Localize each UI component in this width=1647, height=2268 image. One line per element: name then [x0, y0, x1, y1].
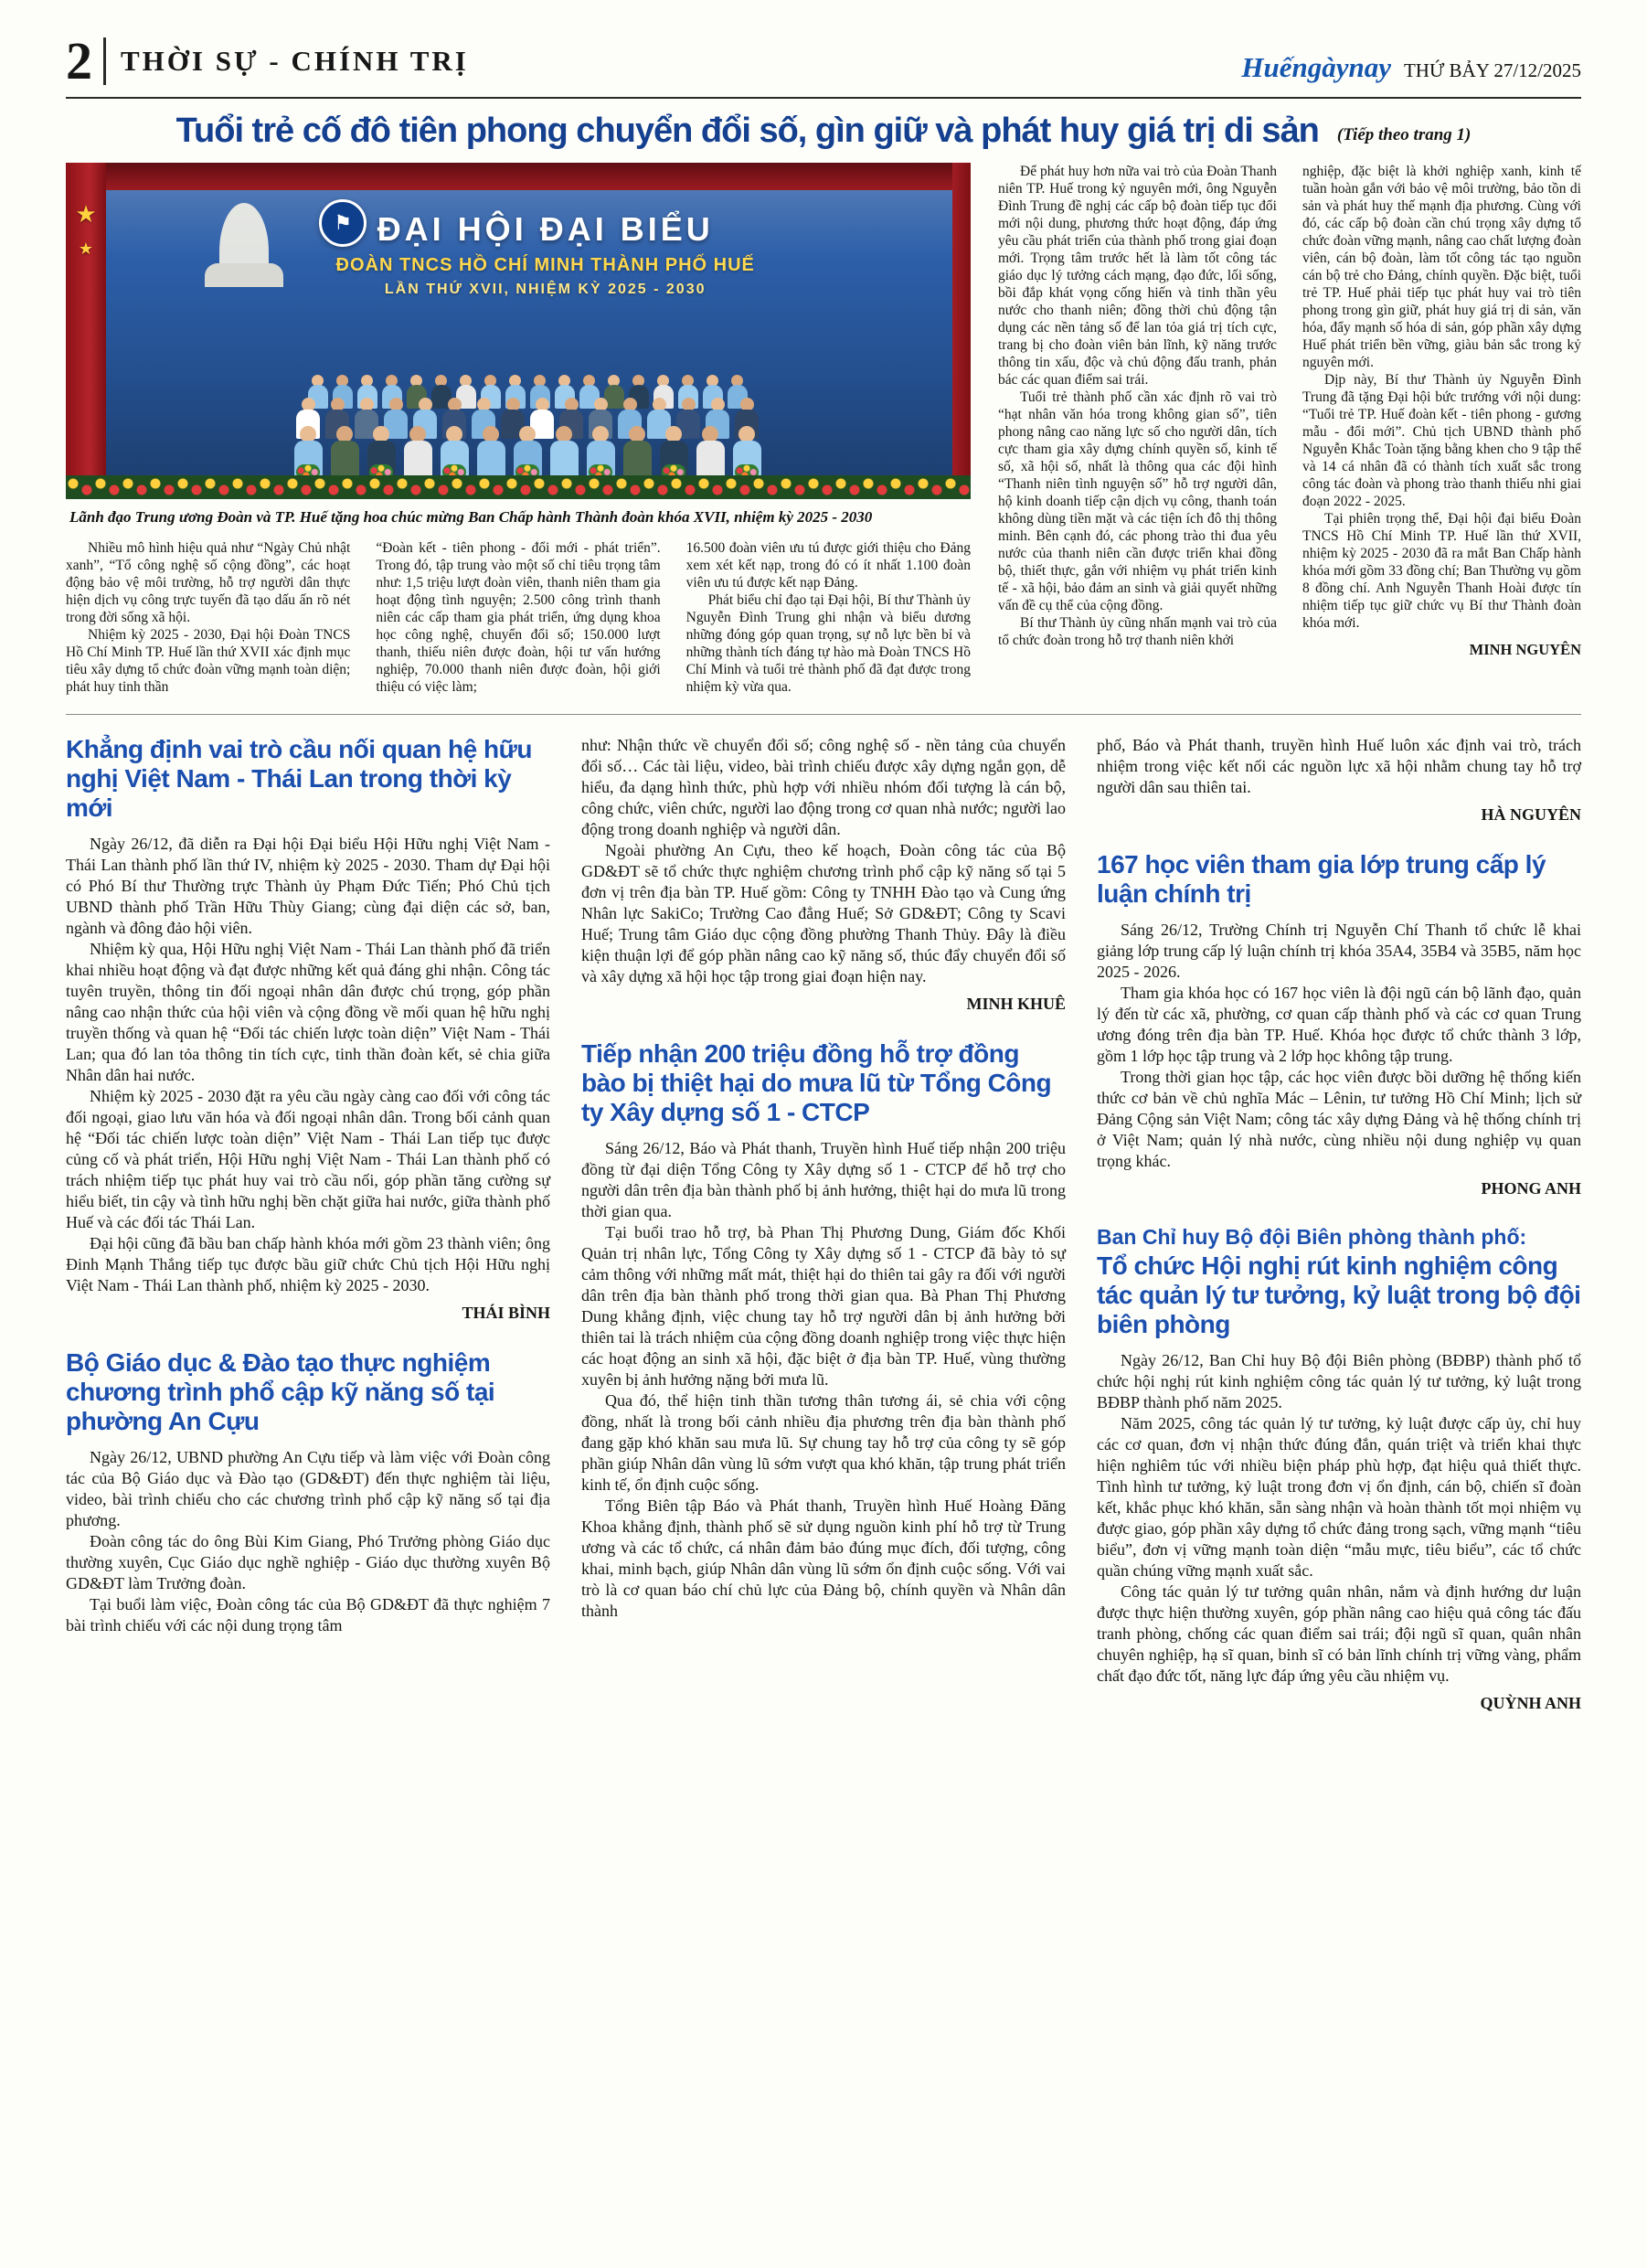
- article-paragraph: Nhiều mô hình hiệu quả như “Ngày Chủ nhật xanh”, “Tổ công nghệ số cộng đồng”, các hoạt động bảo vệ môi trường, hỗ trợ người dân thực hiện dịch vụ công trực tuyến đã tạo dấu ấn rõ nét trong đời sống xã hội.: [66, 540, 351, 626]
- lead-column-4: [998, 163, 1277, 696]
- person-figure: [294, 426, 323, 477]
- article-title: Tiếp nhận 200 triệu đồng hỗ trợ đồng bào bị thiệt hại do mưa lũ từ Tổng Công ty Xây dựng số 1 - CTCP: [581, 1039, 1052, 1127]
- briefs-column-middle: [581, 735, 1066, 1722]
- article-paragraph: Nhiệm kỳ 2025 - 2030, Đại hội Đoàn TNCS Hồ Chí Minh TP. Huế lần thứ XVII xác định mục tiêu xây dựng tổ chức đoàn vững mạnh toàn diện; phát huy tinh thần: [66, 627, 351, 696]
- article-paragraph: Bí thư Thành ủy cũng nhấn mạnh vai trò của tổ chức đoàn trong hỗ trợ thanh niên khởi: [998, 614, 1277, 648]
- article-paragraph: Dịp này, Bí thư Thành ủy Nguyễn Đình Trung đã tặng Đại hội bức trướng với nội dung: “Tuổi trẻ TP. Huế đoàn kết - tiên phong - gương mẫu - đổi mới”. Chủ tịch UBND thành phố Nguyễn Khắc Toàn tặng bằng khen cho 9 tập thể và 14 cá nhân đã có thành tích xuất sắc trong công tác đoàn và phong trào thanh thiếu nhi giai đoạn 2022 - 2025.: [1302, 371, 1581, 509]
- crowd-row: [102, 426, 952, 477]
- person-figure: [587, 426, 615, 477]
- article-title: Bộ Giáo dục & Đào tạo thực nghiệm chương trình phổ cập kỹ năng số tại phường An Cựu: [66, 1348, 495, 1436]
- header-left: [66, 31, 469, 91]
- article-paragraph: Ngày 26/12, đã diễn ra Đại hội Đại biểu Hội Hữu nghị Việt Nam - Thái Lan thành phố lần thứ IV, nhiệm kỳ 2025 - 2030. Tham dự Đại hội có Phó Bí thư Thường trực Thành ủy Phạm Đức Tiến; Phó Chủ tịch UBND thành phố Trần Hữu Thùy Giang; cùng đại diện các sở, ban, ngành và đông đảo hội viên.: [66, 835, 550, 938]
- article-education-continuation: [581, 735, 1066, 1014]
- byline: MINH NGUYÊN: [1469, 640, 1581, 658]
- article-paragraph: Năm 2025, công tác quản lý tư tưởng, kỷ luật được cấp ủy, chỉ huy các cơ quan, đơn vị nhận thức đúng đắn, quán triệt và triển khai thực hiện nghiêm túc với nhiều biện pháp phù hợp, đạt hiệu quả thiết thực. Tình hình tư tưởng, kỷ luật trong đơn vị ổn định, cán bộ, chiến sĩ đoàn kết, khắc phục khó khăn, sẵn sàng nhận và hoàn thành tốt mọi nhiệm vụ được giao, góp phần xây dựng tổ chức đảng trong sạch, vững mạnh “tiêu biểu”, đơn vị vững mạnh toàn diện “mẫu mực, tiêu biểu”, các tổ chức quần chúng vững mạnh xuất sắc.: [1097, 1414, 1581, 1581]
- congress-banner: [247, 210, 844, 298]
- article-border-guard: [1097, 1224, 1581, 1713]
- byline: MINH KHUÊ: [966, 995, 1066, 1014]
- issue-date: THỨ BẢY 27/12/2025: [1403, 59, 1581, 81]
- lead-headline: Tuổi trẻ cố đô tiên phong chuyển đổi số, gìn giữ và phát huy giá trị di sản: [175, 112, 1319, 150]
- lead-column-2: [376, 539, 660, 696]
- banner-term: LẦN THỨ XVII, NHIỆM KỲ 2025 - 2030: [384, 281, 707, 297]
- article-paragraph: Để phát huy hơn nữa vai trò của Đoàn Thanh niên TP. Huế trong kỷ nguyên mới, ông Nguyễn Đình Trung đề nghị các cấp bộ đoàn tiếp tục đổi mới nội dung, phương thức hoạt động, đáp ứng yêu cầu phát triển của thành phố trong giai đoạn mới. Trọng tâm trước hết là làm tốt công tác giáo dục lý tưởng cách mạng, đạo đức, lối sống, bồi đắp khát vọng cống hiến và tinh thần yêu nước cho thanh niên; đồng thời chủ động tận dụng các nền tảng số để lan tỏa giá trị tích cực, trang bị cho đoàn viên bản lĩnh, kỹ năng trước thông tin xấu, độc và chủ động đấu tranh, phản bác các quan điểm sai trái.: [998, 163, 1277, 388]
- briefs-column-left: [66, 735, 550, 1722]
- banner-subtitle: ĐOÀN TNCS HỒ CHÍ MINH THÀNH PHỐ HUẾ: [335, 254, 755, 275]
- gold-star-icon: ★: [75, 200, 97, 228]
- article-paragraph: như: Nhận thức về chuyển đổi số; công nghệ số - nền tảng của chuyển đổi số… Các tài liệu, video, bài trình chiếu được xây dựng ngắn gọn, dễ hiểu, đa dạng hình thức, phù hợp với nhiều nhóm đối tượng là cán bộ, công chức, viên chức, người lao động trong cơ quan nhà nước; người lao động trong doanh nghiệp và người dân.: [581, 736, 1066, 839]
- photo-zone: [66, 163, 971, 696]
- header-right: [1241, 51, 1581, 88]
- article-paragraph: Tại buổi trao hỗ trợ, bà Phan Thị Phương Dung, Giám đốc Khối Quản trị nhân lực, Tổng Công ty Xây dựng số 1 - CTCP đã bày tỏ sự cảm thông với những mất mát, thiệt hại do thiên tai gây ra đối với người dân trên địa bàn thành phố trong thời gian qua. Bà Phan Thị Phương Dung khẳng định, việc chung tay hỗ trợ người dân bị ảnh hưởng bởi thiên tai là trách nhiệm của cộng đồng doanh nghiệp trong việc thực hiện các hoạt động an sinh xã hội, đặc biệt ở địa bàn TP. Huế, vùng thường xuyên bị ảnh hưởng nặng bởi mưa lũ.: [581, 1223, 1066, 1390]
- article-thailand-friendship: [66, 735, 550, 1323]
- byline: THÁI BÌNH: [462, 1304, 550, 1323]
- article-paragraph: Trong thời gian học tập, các học viên được bồi dưỡng hệ thống kiến thức cơ bản về chủ nghĩa Mác – Lênin, tư tưởng Hồ Chí Minh; lịch sử Đảng Cộng sản Việt Nam; công tác xây dựng Đảng và hệ thống chính trị ở Việt Nam; quản lý nhà nước, cùng nhiều nội dung nghiệp vụ quan trọng khác.: [1097, 1068, 1581, 1171]
- article-flood-donation: [581, 1039, 1066, 1622]
- article-paragraph: Tại buổi làm việc, Đoàn công tác của Bộ GD&ĐT đã thực nghiệm 7 bài trình chiếu với các nội dung trọng tâm: [66, 1595, 550, 1635]
- section-title: THỜI SỰ - CHÍNH TRỊ: [121, 45, 469, 77]
- article-paragraph: nghiệp, đặc biệt là khởi nghiệp xanh, kinh tế tuần hoàn gắn với bảo vệ môi trường, bảo tồn di sản và phát huy thế mạnh địa phương. Cùng với đó, các cấp bộ đoàn cần chú trọng xây dựng tổ chức đoàn vững mạnh, nâng cao chất lượng đoàn viên, cán bộ đoàn, làm tốt công tác tạo nguồn cán bộ trẻ cho Đảng, chính quyền. Đặc biệt, tuổi trẻ TP. Huế phải tiếp tục phát huy vai trò tiên phong trong gìn giữ, phát huy giá trị di sản, văn hóa, đẩy mạnh số hóa di sản, góp phần xây dựng Huế phát triển bền vững, giàu bản sắc trong kỷ nguyên mới.: [1302, 163, 1581, 370]
- red-flag-strip: [66, 163, 106, 499]
- article-paragraph: phố, Báo và Phát thanh, truyền hình Huế luôn xác định vai trò, trách nhiệm trong việc kết nối các nguồn lực xã hội nhằm chung tay hỗ trợ người dân sau thiên tai.: [1097, 736, 1581, 797]
- article-paragraph: Ngày 26/12, Ban Chỉ huy Bộ đội Biên phòng (BĐBP) thành phố tổ chức hội nghị rút kinh nghiệm công tác quản lý tư tưởng, kỷ luật trong BĐBP thành phố năm 2025.: [1097, 1351, 1581, 1412]
- person-figure: [477, 426, 505, 477]
- person-figure: [514, 426, 542, 477]
- byline: PHONG ANH: [1481, 1179, 1581, 1198]
- person-figure: [550, 426, 579, 477]
- lead-under-columns: [66, 539, 971, 696]
- article-education-program: [66, 1348, 550, 1636]
- banner-title: ĐẠI HỘI ĐẠI BIỂU: [377, 209, 714, 248]
- article-paragraph: Đại hội cũng đã bầu ban chấp hành khóa mới gồm 23 thành viên; ông Đinh Mạnh Thắng tiếp tục được bầu giữ chức Chủ tịch Hội Hữu nghị Việt Nam - Thái Lan thành phố, nhiệm kỳ 2025 - 2030.: [66, 1234, 550, 1295]
- section-divider: [66, 714, 1581, 715]
- article-title: Khẳng định vai trò cầu nối quan hệ hữu nghị Việt Nam - Thái Lan trong thời kỳ mới: [66, 735, 532, 823]
- continued-from-note: (Tiếp theo trang 1): [1336, 124, 1472, 144]
- article-paragraph: Tại phiên trọng thể, Đại hội đại biểu Đoàn TNCS Hồ Chí Minh TP. Huế lần thứ XVII, nhiệm kỳ 2025 - 2030 đã ra mắt Ban Chấp hành khóa mới gồm 33 đồng chí; Ban Thường vụ gồm 8 đồng chí. Anh Nguyễn Thanh Hoài được tín nhiệm tiếp tục giữ chức vụ Bí thư Thành đoàn khóa mới.: [1302, 510, 1581, 631]
- article-paragraph: Sáng 26/12, Trường Chính trị Nguyễn Chí Thanh tổ chức lễ khai giảng lớp trung cấp lý luận chính trị khóa 35A4, 35B4 và 35B5, năm học 2025 - 2026.: [1097, 921, 1581, 982]
- youth-union-emblem-icon: ⚑: [319, 199, 367, 247]
- stage-flowers: [66, 475, 971, 499]
- person-figure: [623, 426, 652, 477]
- article-paragraph: Nhiệm kỳ 2025 - 2030 đặt ra yêu cầu ngày càng cao đối với công tác đối ngoại, giao lưu văn hóa và đối ngoại nhân dân. Trong bối cảnh quan hệ “Đối tác chiến lược toàn diện” Việt Nam - Thái Lan tiếp tục được củng cố và phát triển, Hội Hữu nghị Việt Nam - Thái Lan thành phố có trách nhiệm tiếp tục phát huy vai trò cầu nối, góp phần tăng cường sự hiểu biết, tin cậy và tình hữu nghị bền chặt giữa hai nước, giữa thành phố Huế và các đối tác Thái Lan.: [66, 1087, 550, 1232]
- byline: QUỲNH ANH: [1480, 1694, 1581, 1713]
- lead-headline-row: [66, 113, 1581, 150]
- page-number: 2: [66, 31, 92, 91]
- briefs-section: [66, 735, 1581, 1722]
- header-divider: [103, 37, 106, 85]
- gold-star-icon: ★: [78, 239, 94, 258]
- photo-caption: Lãnh đạo Trung ương Đoàn và TP. Huế tặng hoa chúc mừng Ban Chấp hành Thành đoàn khóa XVII, nhiệm kỳ 2025 - 2030: [69, 507, 873, 526]
- lead-article-section: [66, 163, 1581, 696]
- person-figure: [696, 426, 725, 477]
- article-paragraph: Tuổi trẻ thành phố cần xác định rõ vai trò “hạt nhân văn hóa trong không gian số”, tiên phong nâng cao năng lực số cho người dân, tích cực tham gia xây dựng chính quyền số, kinh tế số, xã hội số, nhất là thông qua các đội hình “Thanh niên tình nguyện số” hỗ trợ người dân, hộ kinh doanh tiếp cận dịch vụ công, thanh toán không dùng tiền mặt và các tiện ích đô thị thông minh. Bên cạnh đó, các phong trào thi đua yêu nước của thanh niên cần được triển khai đồng bộ, thiết thực, gắn với nhiệm vụ phát triển kinh tế - xã hội, bảo đảm an sinh và giải quyết những vấn đề cụ thể của cộng đồng.: [998, 389, 1277, 613]
- person-figure: [733, 426, 761, 477]
- byline: HÀ NGUYÊN: [1481, 805, 1581, 825]
- page-header: [66, 31, 1581, 99]
- congress-photo: [66, 163, 971, 499]
- stage-curtain: [66, 163, 971, 190]
- article-paragraph: Đoàn công tác do ông Bùi Kim Giang, Phó Trưởng phòng Giáo dục thường xuyên, Cục Giáo dục nghề nghiệp - Giáo dục thường xuyên Bộ GD&ĐT làm Trưởng đoàn.: [66, 1532, 550, 1593]
- delegates-crowd: [102, 375, 952, 477]
- briefs-column-right: [1097, 735, 1581, 1722]
- person-figure: [331, 426, 359, 477]
- person-figure: [404, 426, 432, 477]
- article-paragraph: Qua đó, thể hiện tinh thần tương thân tương ái, sẻ chia với cộng đồng, nhất là trong bối cảnh nhiều địa phương trên địa bàn thành phố đang gặp khó khăn sau mưa lũ. Sự chung tay hỗ trợ của công ty sẽ góp phần giúp Nhân dân vùng lũ sớm vượt qua khó khăn, tập trung phát triển kinh tế, ổn định cuộc sống.: [581, 1391, 1066, 1495]
- lead-column-3: [686, 539, 971, 696]
- article-politics-class: [1097, 850, 1581, 1198]
- person-figure: [367, 426, 396, 477]
- article-paragraph: “Đoàn kết - tiên phong - đổi mới - phát triển”. Trong đó, tập trung vào một số chỉ tiêu trọng tâm như: 1,5 triệu lượt đoàn viên, thanh niên tham gia hoạt động tình nguyện; 2.500 công trình thanh niên các cấp tham gia phát triển, ứng dụng khoa học công nghệ, chuyển đổi số; 150.000 lượt thanh, thiếu niên được đoàn, hội tư vấn hướng nghiệp, 70.000 thanh niên được đoàn, hội giới thiệu có việc làm;: [376, 540, 661, 696]
- article-flood-donation-continuation: [1097, 735, 1581, 825]
- person-figure: [660, 426, 688, 477]
- article-title: Tổ chức Hội nghị rút kinh nghiệm công tác quản lý tư tưởng, kỷ luật trong bộ đội biên phòng: [1097, 1251, 1581, 1339]
- red-flag-strip: [952, 163, 971, 499]
- article-paragraph: Phát biểu chỉ đạo tại Đại hội, Bí thư Thành ủy Nguyễn Đình Trung ghi nhận và biểu dương những đóng góp quan trọng, sự nỗ lực bền bỉ và những thành tích đáng tự hào mà Đoàn TNCS Hồ Chí Minh và tuổi trẻ thành phố đã đạt được trong nhiệm kỳ vừa qua.: [685, 592, 971, 696]
- lead-column-1: [66, 539, 350, 696]
- article-title: 167 học viên tham gia lớp trung cấp lý luận chính trị: [1097, 850, 1546, 909]
- lead-right-columns: [998, 163, 1581, 696]
- article-paragraph: 16.500 đoàn viên ưu tú được giới thiệu cho Đảng xem xét kết nạp, trong đó có ít nhất 1.100 đoàn viên ưu tú được kết nạp Đảng.: [685, 540, 971, 591]
- person-figure: [441, 426, 469, 477]
- article-paragraph: Công tác quản lý tư tưởng quân nhân, nắm và định hướng dư luận được thực hiện thường xuyên, góp phần nâng cao hiệu quả công tác đấu tranh phòng, chống các quan điểm sai trái; đội ngũ sĩ quan, quân nhân chuyên nghiệp, hạ sĩ quan, binh sĩ có bản lĩnh chính trị vững vàng, phẩm chất đạo đức tốt, năng lực đáp ứng yêu cầu nhiệm vụ.: [1097, 1582, 1581, 1686]
- masthead-logo: Huếngàynay: [1241, 51, 1391, 83]
- article-paragraph: Ngày 26/12, UBND phường An Cựu tiếp và làm việc với Đoàn công tác của Bộ Giáo dục và Đào tạo (GD&ĐT) đến thực nghiệm tài liệu, video, bài trình chiếu cho các chương trình phổ cập kỹ năng số tại địa phương.: [66, 1448, 550, 1530]
- article-paragraph: Nhiệm kỳ qua, Hội Hữu nghị Việt Nam - Thái Lan thành phố đã triển khai nhiều hoạt động và đạt được những kết quả đáng ghi nhận. Công tác tuyên truyền, thông tin đối ngoại nhân dân được chú trọng, góp phần nâng cao nhận thức của hội viên và cộng đồng về mối quan hệ hữu nghị truyền thống và quan hệ “Đối tác chiến lược toàn diện” Việt Nam - Thái Lan; qua đó lan tỏa thông tin tích cực, tinh thần đoàn kết, sẻ chia giữa Nhân dân hai nước.: [66, 940, 550, 1085]
- article-paragraph: Sáng 26/12, Báo và Phát thanh, Truyền hình Huế tiếp nhận 200 triệu đồng từ đại diện Tổng Công ty Xây dựng số 1 - CTCP để hỗ trợ cho người dân trên địa bàn thành phố bị ảnh hưởng, thiệt hại do mưa lũ trong thời gian qua.: [581, 1139, 1066, 1221]
- article-paragraph: Ngoài phường An Cựu, theo kế hoạch, Đoàn công tác của Bộ GD&ĐT sẽ tổ chức thực nghiệm chương trình phổ cập kỹ năng số tại 5 đơn vị trên địa bàn TP. Huế gồm: Công ty TNHH Đào tạo và Cung ứng Nhân lực SakiCo; Trường Cao đẳng Huế; Sở GD&ĐT; Công ty Scavi Huế; Trung tâm Giáo dục cộng đồng phường Thanh Thủy. Đây là điều kiện thuận lợi để góp phần nâng cao kỹ năng số, thúc đẩy chuyển đổi số và xây dựng xã hội học tập trong giai đoạn hiện nay.: [581, 841, 1066, 986]
- article-paragraph: Tham gia khóa học có 167 học viên là đội ngũ cán bộ lãnh đạo, quản lý đến từ các xã, phường, cơ quan cấp thành phố và các cơ quan Trung ương đóng trên địa bàn TP. Huế. Khóa học được tổ chức thành 3 lớp, gồm 1 lớp học tập trung và 2 lớp học không tập trung.: [1097, 984, 1581, 1066]
- lead-column-5: [1302, 163, 1581, 696]
- article-kicker: Ban Chỉ huy Bộ đội Biên phòng thành phố:: [1097, 1225, 1527, 1250]
- article-paragraph: Tổng Biên tập Báo và Phát thanh, Truyền hình Huế Hoàng Đăng Khoa khẳng định, thành phố sẽ sử dụng nguồn kinh phí hỗ trợ từ Trung ương và các tổ chức, cá nhân đảm bảo đúng mục đích, đối tượng, công khai, minh bạch, giúp Nhân dân vùng lũ sớm ổn định cuộc sống. Với vai trò là cơ quan báo chí chủ lực của Đảng bộ, chính quyền và Nhân dân thành: [581, 1496, 1066, 1621]
